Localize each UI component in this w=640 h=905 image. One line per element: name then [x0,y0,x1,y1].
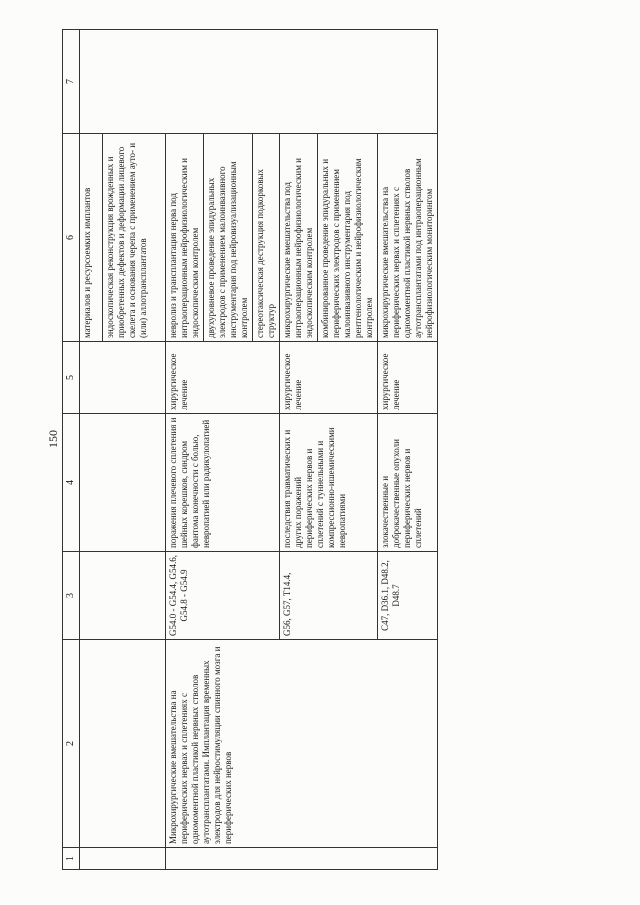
method-cell: двухуровневое проведение эпидуральных электродов с применением малоинвазивного инструментария под нейровизуализационным контролем [204,134,253,342]
method-cell: микрохирургические вмешательства на периферических нервах и сплетениях с одномоментной пластикой нервных стволов аутотрансплантатами под интраоперационным нейрофизиологическим мониторингом [377,134,437,342]
method-cell: материалов и ресурсоемких имплантов [80,134,103,342]
model-cell: последствия травматических и других поражений периферических нервов и сплетений с туннельными и компрессионно-ишемическими невропатиями [279,414,377,552]
cell-empty [80,552,166,640]
table-row [166,30,204,870]
method-cell: микрохирургические вмешательства под интраоперационным нейрофизиологическим и эндоскопическим контролем [279,134,317,342]
cell-empty [80,30,437,134]
continued-row [80,30,103,870]
treatment-cell: хирургическое лечение [166,342,280,414]
model-cell: поражения плечевого сплетения и шейных корешков, синдром фантома конечности с болью, невропатией или радикулопатией [166,414,280,552]
col-header: 6 [63,134,80,342]
codes-cell: C47, D36.1, D48.2, D48.7 [377,552,437,640]
col-header: 7 [63,30,80,134]
header-row [63,30,80,870]
col-header: 4 [63,414,80,552]
codes-cell: G56, G57, T14.4, [279,552,377,640]
method-cell: комбинированное проведение эпидуральных и периферических электродов с применением малоинвазивного инструментария под рентгенологическим и нейрофизиологическим контролем [317,134,377,342]
cell-empty [166,848,437,870]
col-header: 3 [63,552,80,640]
cell-empty [80,342,166,414]
method-cell: стереотаксическая деструкция подкорковых структур [252,134,279,342]
cell-empty [80,640,166,848]
codes-cell: G54.0 - G54.4, G54.6, G54.8 - G54.9 [166,552,280,640]
treatment-cell: хирургическое лечение [279,342,377,414]
col-header: 2 [63,640,80,848]
group-name-cell: Микрохирургические вмешательства на периферических нервах и сплетениях с одномоментной пластикой нервных стволов аутотрансплантатами. Имплантация временных электродов для нейростимуляции спинного мозга и периферических нервов [166,640,437,848]
treatment-cell: хирургическое лечение [377,342,437,414]
col-header: 5 [63,342,80,414]
method-cell: эндоскопическая реконструкция врожденных и приобретенных дефектов и деформации лицевого скелета и основания черепа с применением ауто- и (или) аллотрансплантатов [103,134,166,342]
cell-empty [80,848,166,870]
rotated-page [62,30,602,870]
procedures-table [62,29,438,870]
model-cell: злокачественные и доброкачественные опухоли периферических нервов и сплетений [377,414,437,552]
page-number: 150 [46,430,60,448]
cell-empty [80,414,166,552]
col-header: 1 [63,848,80,870]
method-cell: невролиз и трансплантация нерва под интраоперационным нейрофизиологическим и эндоскопическим контролем [166,134,204,342]
